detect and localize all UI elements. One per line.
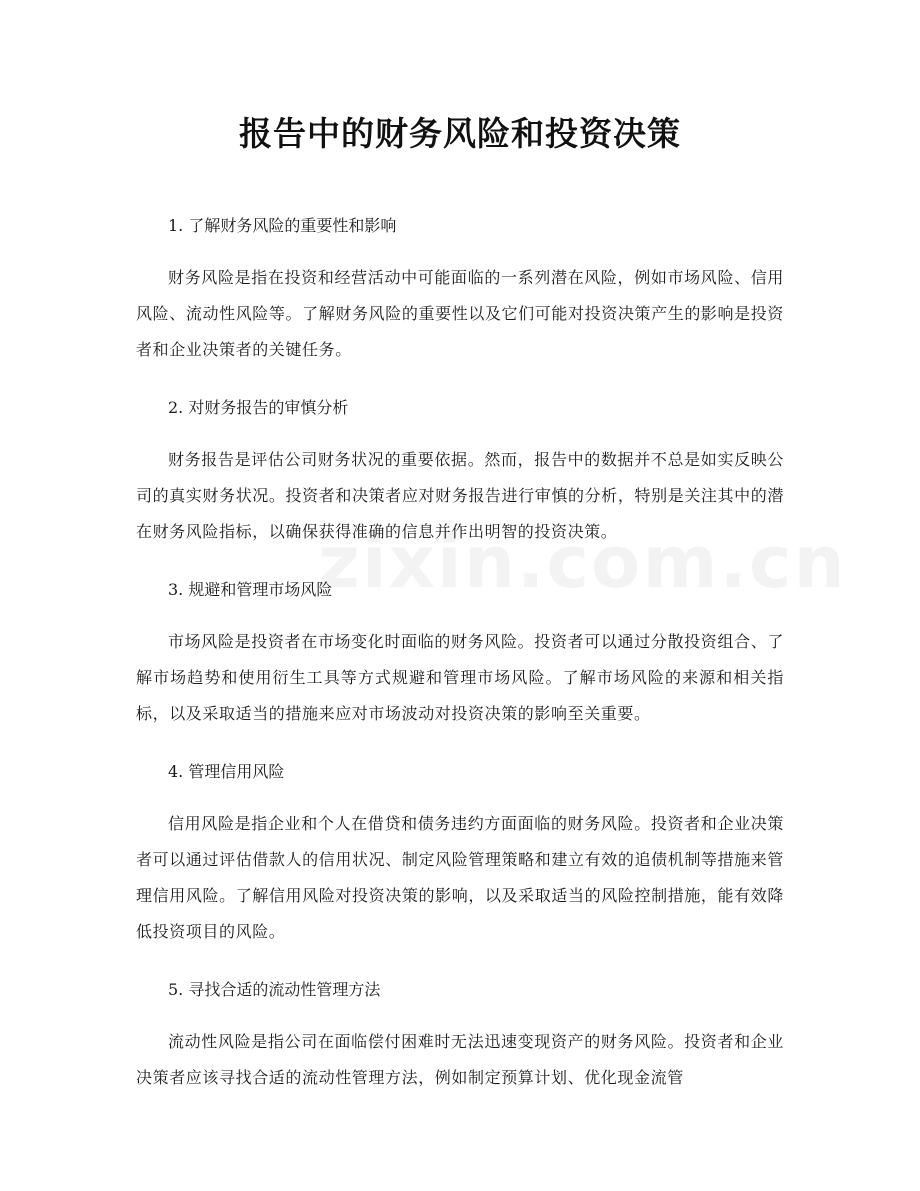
section-heading-3: 3. 规避和管理市场风险 xyxy=(168,580,333,599)
section-body-2: 财务报告是评估公司财务状况的重要依据。然而，报告中的数据并不总是如实反映公司的真实财务状况。投资者和决策者应对财务报告进行审慎的分析，特别是关注其中的潜在财务风险指标，以确保获得准确的信息并作出明智的投资决策。 xyxy=(136,450,784,541)
section-heading-2: 2. 对财务报告的审慎分析 xyxy=(168,398,349,417)
section-heading-1: 1. 了解财务风险的重要性和影响 xyxy=(168,216,397,235)
section-body-4: 信用风险是指企业和个人在借贷和债务违约方面面临的财务风险。投资者和企业决策者可以通过评估借款人的信用状况、制定风险管理策略和建立有效的追债机制等措施来管理信用风险。了解信用风险对投资决策的影响，以及采取适当的风险控制措施，能有效降低投资项目的风险。 xyxy=(136,814,784,941)
section-body-1: 财务风险是指在投资和经营活动中可能面临的一系列潜在风险，例如市场风险、信用风险、流动性风险等。了解财务风险的重要性以及它们可能对投资决策产生的影响是投资者和企业决策者的关键任务。 xyxy=(136,268,784,359)
document-title: 报告中的财务风险和投资决策 xyxy=(239,114,681,153)
section-body-5: 流动性风险是指公司在面临偿付困难时无法迅速变现资产的财务风险。投资者和企业决策者应该寻找合适的流动性管理方法，例如制定预算计划、优化现金流管 xyxy=(136,1032,784,1087)
section-heading-5: 5. 寻找合适的流动性管理方法 xyxy=(168,980,381,999)
section-heading-4: 4. 管理信用风险 xyxy=(168,762,285,781)
section-body-3: 市场风险是投资者在市场变化时面临的财务风险。投资者可以通过分散投资组合、了解市场趋势和使用衍生工具等方式规避和管理市场风险。了解市场风险的来源和相关指标，以及采取适当的措施来应对市场波动对投资决策的影响至关重要。 xyxy=(136,632,784,723)
